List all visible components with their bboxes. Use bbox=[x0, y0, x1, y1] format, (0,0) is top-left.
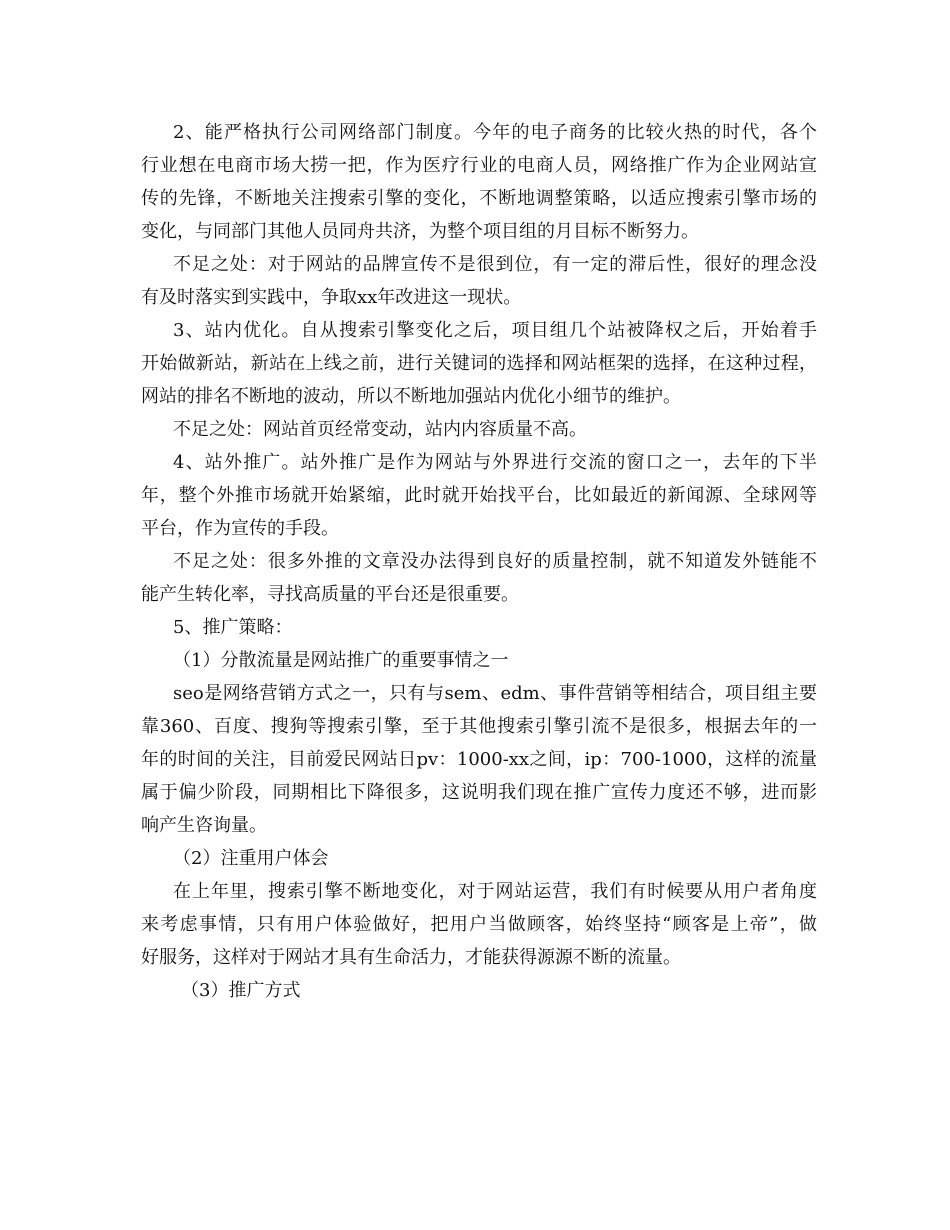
paragraph-line: 行业想在电商市场大捞一把，作为医疗行业的电商人员，网络推广作为企业网站宣 bbox=[141, 155, 817, 176]
paragraph-line: 不足之处：很多外推的文章没办法得到良好的质量控制，就不知道发外链能不 bbox=[173, 551, 817, 572]
section-heading: 5、推广策略： bbox=[173, 617, 293, 638]
document-body bbox=[141, 116, 817, 1007]
paragraph-line: 传的先锋，不断地关注搜索引擎的变化，不断地调整策略，以适应搜索引擎市场的 bbox=[141, 188, 817, 209]
paragraph-line: 网站的排名不断地的波动，所以不断地加强站内优化小细节的维护。 bbox=[141, 386, 681, 407]
subsection-heading: （3）推广方式 bbox=[181, 980, 301, 1001]
paragraph-line: 变化，与同部门其他人员同舟共济，为整个项目组的月目标不断努力。 bbox=[141, 221, 699, 242]
paragraph-line: 年，整个外推市场就开始紧缩，此时就开始找平台，比如最近的新闻源、全球网等 bbox=[141, 485, 817, 506]
paragraph-line: 4、站外推广。站外推广是作为网站与外界进行交流的窗口之一，去年的下半 bbox=[173, 452, 817, 473]
paragraph-line: 响产生咨询量。 bbox=[141, 815, 267, 836]
subsection-heading: （1）分散流量是网站推广的重要事情之一 bbox=[173, 650, 509, 671]
paragraph-line: 来考虑事情，只有用户体验做好，把用户当做顾客，始终坚持“顾客是上帝”，做 bbox=[141, 914, 817, 935]
paragraph-line: 有及时落实到实践中，争取xx年改进这一现状。 bbox=[141, 287, 522, 308]
paragraph-line: 不足之处：网站首页经常变动，站内内容质量不高。 bbox=[173, 419, 587, 440]
paragraph-line: 3、站内优化。自从搜索引擎变化之后，项目组几个站被降权之后，开始着手 bbox=[173, 320, 817, 341]
paragraph-line: 年的时间的关注，目前爱民网站日pv：1000-xx之间，ip：700-1000，这样的流量 bbox=[141, 749, 817, 770]
paragraph-line: 在上年里，搜索引擎不断地变化，对于网站运营，我们有时候要从用户者角度 bbox=[173, 881, 817, 902]
paragraph-line: 2、能严格执行公司网络部门制度。今年的电子商务的比较火热的时代，各个 bbox=[173, 122, 817, 143]
paragraph-line: 属于偏少阶段，同期相比下降很多，这说明我们现在推广宣传力度还不够，进而影 bbox=[141, 782, 817, 803]
paragraph-line: 能产生转化率，寻找高质量的平台还是很重要。 bbox=[141, 584, 519, 605]
paragraph-line: 靠360、百度、搜狗等搜索引擎，至于其他搜索引擎引流不是很多，根据去年的一 bbox=[141, 716, 817, 737]
paragraph-line: seo是网络营销方式之一，只有与sem、edm、事件营销等相结合，项目组主要 bbox=[173, 683, 817, 704]
subsection-heading: （2）注重用户体会 bbox=[173, 848, 329, 869]
paragraph-line: 不足之处：对于网站的品牌宣传不是很到位，有一定的滞后性，很好的理念没 bbox=[173, 254, 817, 275]
paragraph-line: 好服务，这样对于网站才具有生命活力，才能获得源源不断的流量。 bbox=[141, 947, 681, 968]
paragraph-line: 开始做新站，新站在上线之前，进行关键词的选择和网站框架的选择，在这种过程， bbox=[141, 353, 817, 374]
paragraph-line: 平台，作为宣传的手段。 bbox=[141, 518, 339, 539]
